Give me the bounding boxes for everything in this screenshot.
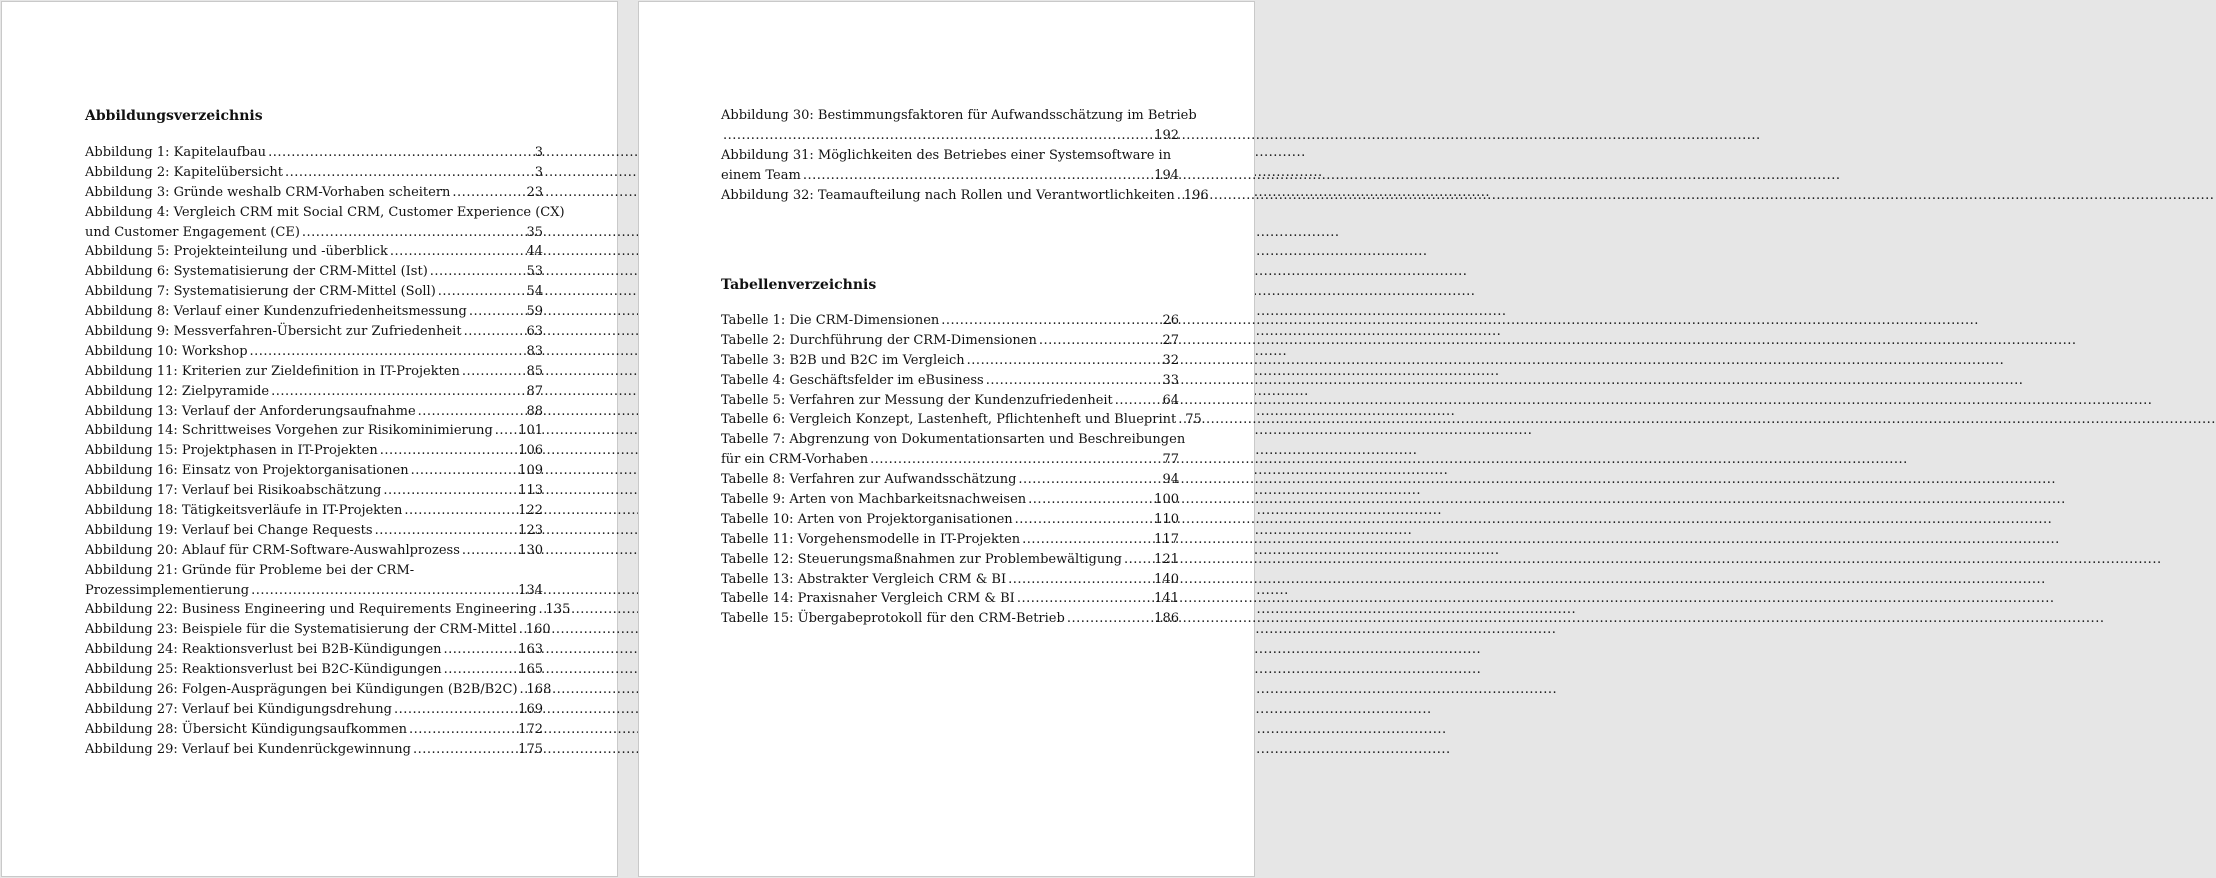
figure-entry-page-number: 87 — [526, 383, 543, 399]
table-entry-label: Tabelle 10: Arten von Projektorganisationen — [721, 511, 1013, 527]
figure-entry[interactable] — [85, 541, 543, 561]
document-page-left — [2, 2, 617, 876]
figure-entry-label-line1: Abbildung 30: Bestimmungsfaktoren für Aufwandsschätzung im Betrieb — [721, 108, 1197, 123]
figures-list — [85, 143, 571, 760]
figure-entry[interactable] — [85, 362, 543, 382]
table-entry-page-number: 26 — [1162, 312, 1179, 328]
figure-entry[interactable] — [85, 481, 543, 501]
figures-list-heading: Abbildungsverzeichnis — [85, 108, 263, 124]
figure-entry-page-number: 109 — [518, 463, 543, 479]
table-entry[interactable] — [721, 331, 1179, 351]
figure-entry-page-number: 135 — [545, 602, 571, 618]
table-entry-label-line1: Tabelle 7: Abgrenzung von Dokumentationsarten und Beschreibungen — [721, 432, 1186, 448]
table-entry-label: Tabelle 9: Arten von Machbarkeitsnachweisen — [721, 492, 1027, 507]
figure-entry[interactable] — [85, 302, 543, 322]
figure-entry-page-number: 194 — [1154, 167, 1179, 183]
dot-leader — [460, 362, 527, 382]
figure-entry-label: Abbildung 11: Kriterien zur Zieldefinition in IT-Projekten — [85, 363, 460, 379]
dot-leader — [409, 461, 519, 481]
figure-entry[interactable] — [85, 720, 543, 740]
figure-entry[interactable] — [85, 242, 543, 262]
dot-leader — [269, 382, 526, 402]
figure-entry-label: Abbildung 24: Reaktionsverlust bei B2B-Kündigungen — [85, 642, 442, 658]
figure-entry-label: Abbildung 10: Workshop — [85, 343, 248, 359]
figure-entry[interactable] — [85, 203, 565, 243]
figure-entry-label: Abbildung 16: Einsatz von Projektorganisationen — [85, 463, 409, 479]
table-entry-label: Tabelle 2: Durchführung der CRM-Dimensionen — [721, 332, 1037, 348]
dot-leader — [868, 450, 1162, 470]
dot-leader — [939, 311, 1162, 331]
dot-leader — [407, 720, 518, 740]
table-entry-label: Tabelle 5: Verfahren zur Messung der Kundenzufriedenheit — [721, 392, 1113, 408]
dot-leader — [388, 242, 527, 262]
figure-entry[interactable] — [85, 382, 543, 402]
table-entry-page-number: 94 — [1162, 472, 1179, 488]
table-entry-page-number: 110 — [1154, 511, 1179, 527]
dot-leader — [248, 342, 527, 362]
dot-leader — [442, 640, 519, 660]
dot-leader — [721, 126, 1154, 146]
figure-entry-page-number: 3 — [534, 164, 543, 180]
table-entry[interactable] — [721, 530, 1179, 550]
figure-entry[interactable] — [85, 461, 543, 481]
dot-leader — [266, 143, 535, 163]
figure-entry-label: Abbildung 1: Kapitelaufbau — [85, 144, 267, 160]
table-entry-label: Tabelle 13: Abstrakter Vergleich CRM & BI — [721, 571, 1007, 587]
figure-entry[interactable] — [85, 501, 543, 521]
table-entry-label: Tabelle 15: Übergabeprotokoll für den CRM-Betrieb — [721, 611, 1065, 627]
figure-entry[interactable] — [85, 660, 543, 680]
table-entry[interactable] — [721, 371, 1179, 391]
table-entry[interactable] — [721, 609, 1179, 629]
figure-entry-page-number: 172 — [518, 721, 543, 737]
figure-entry-page-number: 106 — [518, 443, 543, 459]
figure-entry-page-number: 63 — [526, 324, 543, 339]
figure-entry[interactable] — [85, 441, 543, 461]
figure-entry-page-number: 165 — [518, 662, 543, 678]
table-entry-label: Tabelle 1: Die CRM-Dimensionen — [721, 312, 940, 328]
figure-entry[interactable] — [85, 680, 552, 700]
figure-entry[interactable] — [85, 700, 543, 720]
table-entry[interactable] — [721, 550, 1179, 570]
figure-entry-label: Abbildung 19: Verlauf bei Change Requests — [85, 522, 373, 538]
table-entry[interactable] — [721, 510, 1179, 530]
figure-entry-label: Abbildung 15: Projektphasen in IT-Projekten — [85, 443, 378, 459]
dot-leader — [1122, 550, 1154, 570]
figure-entry-page-number: 85 — [526, 363, 543, 379]
table-entry[interactable] — [721, 410, 1202, 430]
figure-entry-label: Abbildung 18: Tätigkeitsverläufe in IT-Projekten — [85, 503, 403, 519]
dot-leader — [1016, 470, 1162, 490]
figure-entry-label: Abbildung 29: Verlauf bei Kundenrückgewinnung — [85, 741, 411, 757]
figure-entry-page-number: 35 — [526, 224, 543, 240]
figure-entry-label: Abbildung 7: Systematisierung der CRM-Mittel (Soll) — [85, 284, 436, 300]
table-entry-label: Tabelle 6: Vergleich Konzept, Lastenheft, Pflichtenheft und Blueprint — [721, 412, 1177, 428]
dot-leader — [1113, 391, 1163, 411]
table-entry[interactable] — [721, 391, 1179, 411]
dot-leader — [984, 371, 1163, 391]
dot-leader — [1006, 570, 1154, 590]
figure-entry[interactable] — [721, 146, 1179, 186]
figure-entry[interactable] — [85, 402, 543, 422]
figure-entry-label: Abbildung 3: Gründe weshalb CRM-Vorhaben scheitern — [85, 184, 451, 200]
figure-entry[interactable] — [85, 640, 543, 660]
figure-entry[interactable] — [85, 143, 543, 163]
dot-leader — [381, 481, 518, 501]
table-entry-label: Tabelle 12: Steuerungsmaßnahmen zur Problembewältigung — [721, 551, 1122, 567]
figure-entry-label-line1: Abbildung 4: Vergleich CRM mit Social CRM, Customer Experience (CX) — [85, 204, 565, 220]
figure-entry-page-number: 168 — [526, 682, 552, 698]
figure-entry[interactable] — [721, 106, 1197, 146]
figure-entry-label: Abbildung 28: Übersicht Kündigungsaufkommen — [85, 721, 408, 737]
dot-leader — [537, 600, 546, 620]
figure-entry-page-number: 169 — [518, 701, 543, 717]
table-entry-page-number: 77 — [1162, 452, 1179, 468]
figure-entry-page-number: 101 — [518, 423, 543, 439]
figure-entry-label: Abbildung 32: Teamaufteilung nach Rollen und Verantwortlichkeiten — [721, 187, 1175, 203]
figure-entry-label: Abbildung 12: Zielpyramide — [85, 383, 270, 399]
dot-leader — [1175, 186, 1184, 206]
figure-entry[interactable] — [85, 521, 543, 541]
figure-entry-page-number: 88 — [526, 403, 543, 419]
dot-leader — [965, 351, 1163, 371]
dot-leader — [801, 166, 1154, 186]
dot-leader — [428, 262, 527, 282]
figure-entry-label: Abbildung 23: Beispiele für die Systematisierung der CRM-Mittel — [85, 622, 517, 638]
dot-leader — [450, 183, 526, 203]
table-entry[interactable] — [721, 470, 1179, 490]
table-entry-label: Tabelle 3: B2B und B2C im Vergleich — [721, 352, 965, 368]
figure-entry-label-line1: Abbildung 31: Möglichkeiten des Betriebes einer Systemsoftware in — [721, 147, 1172, 163]
table-entry-page-number: 27 — [1162, 332, 1179, 348]
dot-leader — [442, 660, 519, 680]
dot-leader — [249, 581, 518, 601]
figure-entry-page-number: 113 — [518, 483, 543, 499]
figure-entry-label: Abbildung 20: Ablauf für CRM-Software-Auswahlprozess — [85, 542, 460, 558]
figure-entry-label-line1: Abbildung 21: Gründe für Probleme bei der CRM- — [85, 562, 415, 578]
dot-leader — [1037, 331, 1163, 351]
figure-entry-page-number: 44 — [526, 244, 543, 260]
figure-entry-page-number: 163 — [518, 642, 543, 658]
figure-entry-page-number: 160 — [525, 622, 551, 638]
table-entry-label: Tabelle 8: Verfahren zur Aufwandsschätzung — [721, 472, 1017, 488]
figure-entry-label: Prozessimplementierung — [85, 582, 250, 598]
figure-entry-page-number: 123 — [518, 522, 543, 538]
table-entry-label: Tabelle 11: Vorgehensmodelle in IT-Projekten — [721, 531, 1021, 547]
figure-entry[interactable] — [85, 620, 551, 640]
dot-leader — [402, 501, 518, 521]
dot-leader — [283, 163, 535, 183]
figure-entry[interactable] — [85, 561, 543, 601]
figure-entry[interactable] — [85, 600, 571, 620]
table-entry[interactable] — [721, 589, 1179, 609]
dot-leader — [462, 322, 527, 342]
dot-leader — [300, 223, 527, 243]
figure-entry-page-number: 130 — [518, 542, 543, 558]
dot-leader — [1015, 589, 1154, 609]
dot-leader — [1065, 609, 1154, 629]
figure-entry-label: Abbildung 22: Business Engineering und Requirements Engineering — [85, 602, 537, 618]
table-entry[interactable] — [721, 570, 1179, 590]
figure-entry-label: Abbildung 17: Verlauf bei Risikoabschätzung — [85, 483, 382, 499]
figure-entry-page-number: 23 — [526, 184, 543, 200]
dot-leader — [467, 302, 527, 322]
figure-entry[interactable] — [85, 282, 543, 302]
table-entry[interactable] — [721, 430, 1186, 470]
table-entry-page-number: 32 — [1162, 352, 1179, 368]
dot-leader — [1026, 490, 1154, 510]
dot-leader — [1020, 530, 1154, 550]
dot-leader — [436, 282, 527, 302]
figure-entry-label: Abbildung 5: Projekteinteilung und -überblick — [85, 244, 388, 260]
figure-entry[interactable] — [721, 186, 1209, 206]
table-entry-page-number: 117 — [1154, 531, 1179, 547]
figure-entry[interactable] — [85, 183, 543, 203]
figure-entry-page-number: 196 — [1183, 187, 1209, 203]
figures-list-continued — [721, 106, 1209, 205]
figure-entry-label: Abbildung 8: Verlauf einer Kundenzufriedenheitsmessung — [85, 304, 467, 320]
figure-entry[interactable] — [85, 163, 543, 183]
figure-entry-label: Abbildung 6: Systematisierung der CRM-Mittel (Ist) — [85, 264, 428, 280]
dot-leader — [411, 740, 518, 760]
table-entry-page-number: 141 — [1154, 591, 1179, 607]
table-entry-page-number: 186 — [1154, 611, 1179, 627]
figure-entry-label: Abbildung 26: Folgen-Ausprägungen bei Kündigungen (B2B/B2C) — [85, 682, 518, 698]
figure-entry-label: Abbildung 25: Reaktionsverlust bei B2C-Kündigungen — [85, 662, 442, 678]
dot-leader — [517, 620, 526, 640]
table-entry[interactable] — [721, 490, 1179, 510]
tables-list — [721, 311, 1202, 629]
figure-entry[interactable] — [85, 322, 543, 342]
figure-entry[interactable] — [85, 342, 543, 362]
dot-leader — [416, 402, 527, 422]
document-page-right — [639, 2, 1254, 876]
dot-leader — [1013, 510, 1155, 530]
figure-entry-page-number: 134 — [518, 582, 543, 598]
table-entry[interactable] — [721, 311, 1179, 331]
dot-leader — [378, 441, 518, 461]
figure-entry-page-number: 3 — [534, 144, 543, 160]
figure-entry-page-number: 122 — [518, 503, 543, 519]
table-entry-page-number: 140 — [1154, 571, 1179, 587]
table-entry-label: für ein CRM-Vorhaben — [721, 452, 869, 468]
dot-leader — [1176, 410, 1185, 430]
figure-entry-label: Abbildung 14: Schrittweises Vorgehen zur Risikominimierung — [85, 423, 493, 439]
table-entry[interactable] — [721, 351, 1179, 371]
dot-leader — [392, 700, 518, 720]
figure-entry-label: Abbildung 27: Verlauf bei Kündigungsdrehung — [85, 701, 392, 717]
figure-entry-label: Abbildung 9: Messverfahren-Übersicht zur Zufriedenheit — [85, 324, 462, 339]
figure-entry-page-number: 54 — [526, 284, 543, 300]
dot-leader — [518, 680, 527, 700]
figure-entry[interactable] — [85, 740, 543, 760]
table-entry-page-number: 100 — [1154, 492, 1179, 507]
dot-leader — [373, 521, 519, 541]
figure-entry[interactable] — [85, 262, 543, 282]
table-entry-label: Tabelle 14: Praxisnaher Vergleich CRM & BI — [721, 591, 1015, 607]
figure-entry-page-number: 59 — [526, 304, 543, 320]
figure-entry-page-number: 192 — [1154, 127, 1179, 143]
dot-leader — [493, 421, 518, 441]
dot-leader — [460, 541, 518, 561]
figure-entry-label: Abbildung 2: Kapitelübersicht — [85, 164, 283, 180]
figure-entry-page-number: 175 — [518, 741, 543, 757]
table-entry-page-number: 64 — [1162, 392, 1179, 408]
table-entry-label: Tabelle 4: Geschäftsfelder im eBusiness — [721, 372, 984, 388]
table-entry-page-number: 75 — [1185, 412, 1202, 428]
figure-entry-label: Abbildung 13: Verlauf der Anforderungsaufnahme — [85, 403, 416, 419]
figure-entry-label: und Customer Engagement (CE) — [85, 224, 300, 240]
figure-entry-label: einem Team — [721, 167, 801, 183]
table-entry-page-number: 33 — [1162, 372, 1179, 388]
table-entry-page-number: 121 — [1154, 551, 1179, 567]
figure-entry[interactable] — [85, 421, 543, 441]
figure-entry-page-number: 53 — [526, 264, 543, 280]
figure-entry-page-number: 83 — [526, 343, 543, 359]
tables-list-heading: Tabellenverzeichnis — [721, 277, 877, 293]
